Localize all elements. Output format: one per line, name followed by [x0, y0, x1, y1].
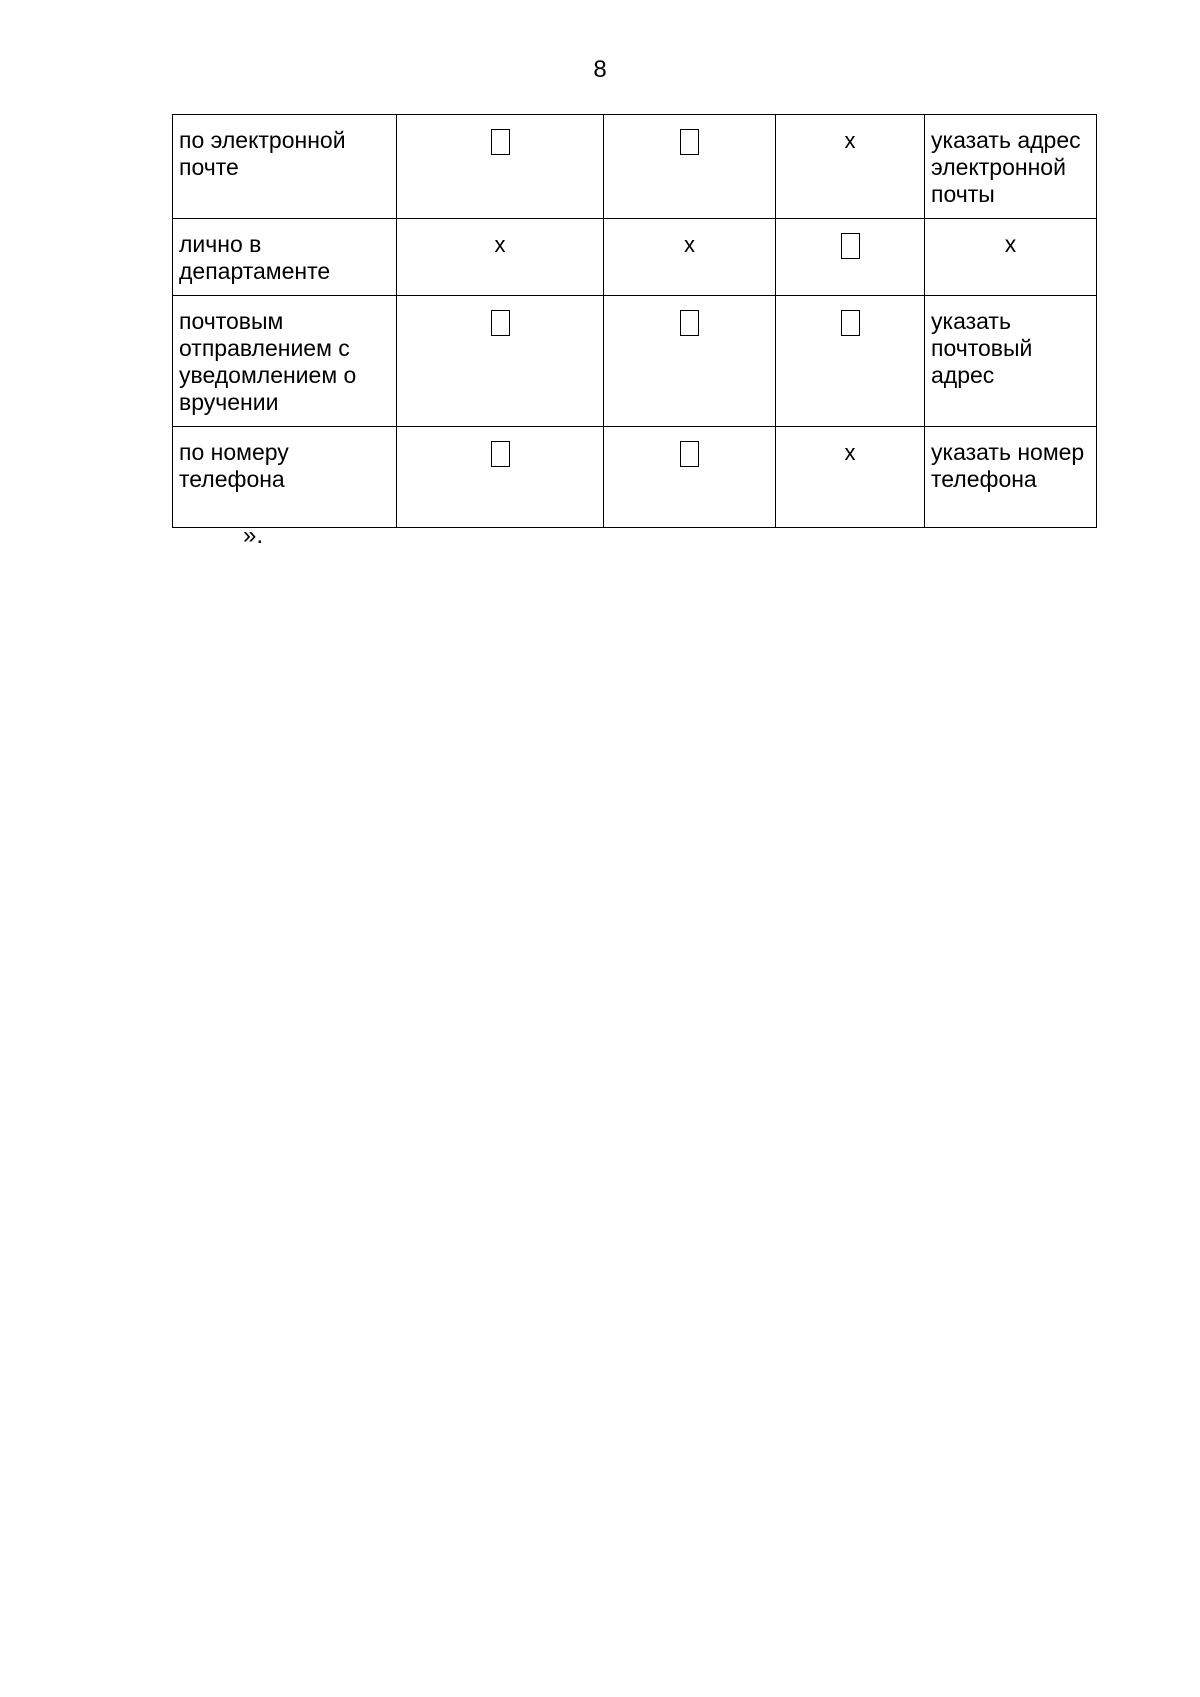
empty-checkbox-icon [841, 233, 860, 259]
closing-quote: ». [243, 522, 264, 549]
empty-checkbox-icon [841, 310, 860, 336]
x-mark: x [494, 232, 506, 257]
table-row [173, 427, 1097, 528]
table-row [173, 219, 1097, 296]
mark-cell [604, 115, 776, 219]
table-body [173, 115, 1097, 528]
mark-cell [397, 296, 604, 427]
delivery-method-table [172, 114, 1097, 528]
method-cell: по номеру телефона [173, 427, 397, 528]
mark-cell [776, 296, 925, 427]
table-row [173, 115, 1097, 219]
method-cell: почтовым отправлением с уведомлением о вручении [173, 296, 397, 427]
mark-cell [776, 427, 925, 528]
method-cell: по электронной почте [173, 115, 397, 219]
mark-cell [397, 427, 604, 528]
empty-checkbox-icon [680, 310, 699, 336]
note-cell: указать адрес электронной почты [925, 115, 1097, 219]
note-cell: указать почтовый адрес [925, 296, 1097, 427]
mark-cell [604, 219, 776, 296]
mark-cell [776, 219, 925, 296]
empty-checkbox-icon [491, 310, 510, 336]
mark-cell [397, 219, 604, 296]
page-number: 8 [593, 56, 607, 83]
note-cell: указать номер телефона [925, 427, 1097, 528]
mark-cell [604, 296, 776, 427]
note-cell: x [925, 219, 1097, 296]
empty-checkbox-icon [491, 441, 510, 467]
mark-cell [604, 427, 776, 528]
empty-checkbox-icon [491, 129, 510, 155]
table-row [173, 296, 1097, 427]
empty-checkbox-icon [680, 129, 699, 155]
x-mark: x [844, 128, 856, 153]
x-mark: x [684, 232, 695, 257]
method-cell: лично в департаменте [173, 219, 397, 296]
empty-checkbox-icon [680, 441, 699, 467]
x-mark: x [844, 440, 856, 465]
mark-cell [397, 115, 604, 219]
mark-cell [776, 115, 925, 219]
